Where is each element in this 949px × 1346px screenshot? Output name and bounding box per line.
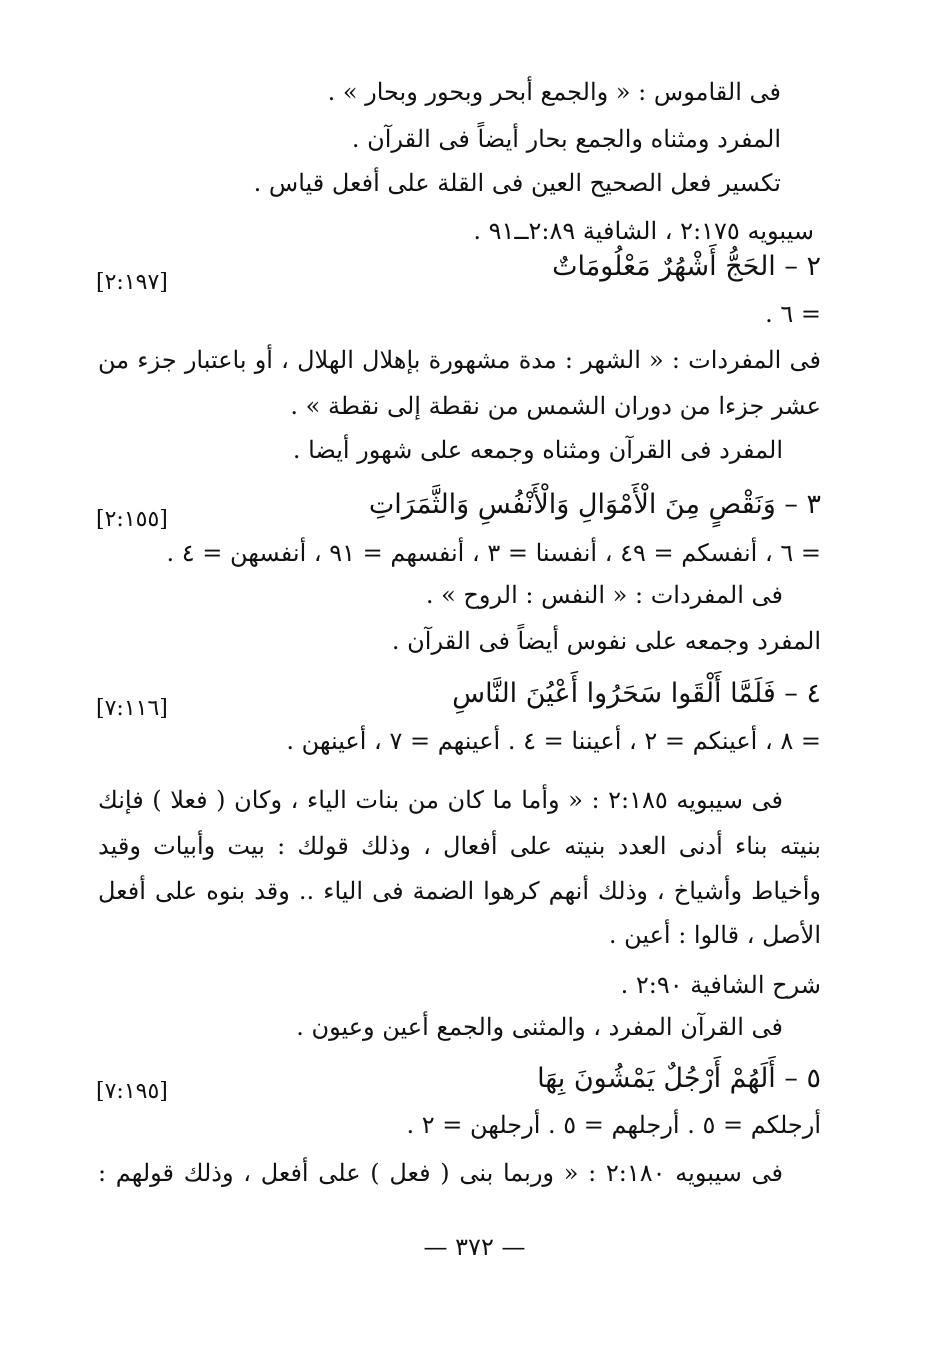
text-line: فى المفردات : « النفس : الروح » . bbox=[425, 581, 783, 609]
text-line: تكسير فعل الصحيح العين فى القلة على أفعل قياس . bbox=[253, 169, 781, 197]
text-line: أرجلكم = ٥ . أرجلهم = ٥ . أرجلهن = ٢ . bbox=[406, 1111, 821, 1139]
verse-line: ٥ – أَلَهُمْ أَرْجُلٌ يَمْشُونَ بِهَا bbox=[537, 1063, 821, 1094]
text-line: وأخياط وأشياخ ، وذلك أنهم كرهوا الضمة فى الياء .. وقد بنوه على أفعل bbox=[98, 877, 821, 905]
verse-reference: [٧:١٩٥] bbox=[96, 1079, 168, 1104]
text-line: شرح الشافية ٢:٩٠ . bbox=[620, 971, 821, 999]
text-line: فى القرآن المفرد ، والمثنى والجمع أعين وعيون . bbox=[296, 1013, 783, 1041]
verse-reference: [٧:١١٦] bbox=[96, 696, 168, 721]
text-line: بنيته بناء أدنى العدد بنيته على أفعال ، وذلك قولك : بيت وأبيات وقيد bbox=[98, 832, 821, 860]
text-line: فى سيبويه ٢:١٨٥ : « وأما ما كان من بنات الياء ، وكان ( فعلا ) فإنك bbox=[98, 786, 783, 814]
text-line: المفرد وجمعه على نفوس أيضاً فى القرآن . bbox=[391, 627, 821, 655]
page-number: — ٣٧٢ — bbox=[423, 1233, 526, 1261]
text-line: عشر جزءا من دوران الشمس من نقطة إلى نقطة » . bbox=[290, 392, 821, 420]
text-line: فى المفردات : « الشهر : مدة مشهورة بإهلال الهلال ، أو باعتبار جزء من bbox=[98, 346, 821, 374]
verse-line: ٣ – وَنَقْصٍ مِنَ الْأَمْوَالِ وَالْأَنْفُسِ وَالثَّمَرَاتِ bbox=[368, 489, 821, 520]
text-line: = ٦ . bbox=[765, 300, 821, 328]
text-line: = ٨ ، أعينكم = ٢ ، أعيننا = ٤ . أعينهم = ٧ ، أعينهن . bbox=[286, 727, 821, 755]
verse-reference: [٢:١٩٧] bbox=[96, 270, 168, 295]
text-line: الأصل ، قالوا : أعين . bbox=[608, 921, 821, 949]
text-line: المفرد فى القرآن ومثناه وجمعه على شهور أيضا . bbox=[292, 436, 783, 464]
text-line: = ٦ ، أنفسكم = ٤٩ ، أنفسنا = ٣ ، أنفسهم = ٩١ ، أنفسهن = ٤ . bbox=[166, 539, 821, 567]
verse-reference: [٢:١٥٥] bbox=[96, 507, 168, 532]
verse-line: ٢ – الحَجُّ أَشْهُرٌ مَعْلُومَاتٌ bbox=[552, 251, 821, 282]
text-line: المفرد ومثناه والجمع بحار أيضاً فى القرآن . bbox=[351, 125, 781, 153]
verse-line: ٤ – فَلَمَّا أَلْقَوا سَحَرُوا أَعْيُنَ النَّاسِ bbox=[452, 678, 821, 709]
text-line: فى القاموس : « والجمع أبحر وبحور وبحار » . bbox=[327, 78, 781, 106]
text-line: سيبويه ٢:١٧٥ ، الشافية ٢:٨٩ــ٩١ . bbox=[473, 217, 814, 245]
text-line: فى سيبويه ٢:١٨٠ : « وربما بنى ( فعل ) على أفعل ، وذلك قولهم : bbox=[98, 1159, 783, 1187]
